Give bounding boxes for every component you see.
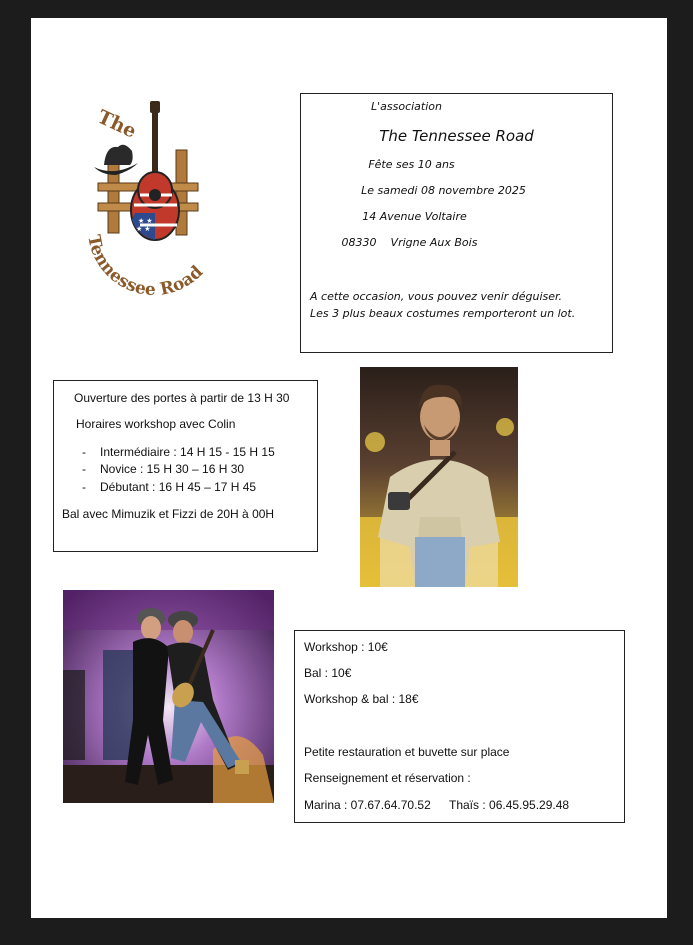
costume-note-line2: Les 3 plus beaux costumes remporteront un lot. [310, 307, 576, 320]
logo-top-text: The [94, 105, 140, 143]
workshop-title: Horaires workshop avec Colin [76, 417, 236, 431]
postal-code: 08330 [341, 236, 377, 249]
association-label: L'association [370, 100, 442, 113]
anniversary-text: Fête ses 10 ans [368, 158, 455, 171]
doors-opening: Ouverture des portes à partir de 13 H 30 [74, 391, 290, 405]
association-name: The Tennessee Road [379, 127, 534, 145]
price-workshop: Workshop : 10€ [304, 640, 388, 654]
ball-info: Bal avec Mimuzik et Fizzi de 20H à 00H [62, 507, 275, 521]
event-city [254, 236, 565, 249]
schedule-box [53, 380, 318, 552]
city-name: Vrigne Aux Bois [390, 236, 478, 249]
svg-text:★ ★: ★ ★ [138, 218, 153, 225]
prices-contact-box [294, 630, 625, 823]
contact-marina: Marina : 07.67.64.70.52 [304, 798, 431, 812]
instructor-photo [360, 367, 518, 587]
level-dash: - [82, 445, 86, 459]
food-info: Petite restauration et buvette sur place [304, 745, 510, 759]
level-dash: - [82, 480, 86, 494]
level-beginner: Débutant : 16 H 45 – 17 H 45 [100, 480, 257, 494]
costume-note-line1: A cette occasion, vous pouvez venir déguiser. [310, 290, 563, 303]
svg-text:★ ★: ★ ★ [136, 226, 151, 233]
tennessee-road-logo [80, 95, 225, 305]
level-dash: - [82, 462, 86, 476]
event-date: Le samedi 08 novembre 2025 [361, 184, 526, 197]
event-address: 14 Avenue Voltaire [362, 210, 467, 223]
price-ball: Bal : 10€ [304, 666, 352, 680]
musicians-photo [63, 590, 274, 803]
level-novice: Novice : 15 H 30 – 16 H 30 [100, 462, 245, 476]
level-intermediate: Intermédiaire : 14 H 15 - 15 H 15 [100, 445, 275, 459]
reservation-title: Renseignement et réservation : [304, 771, 471, 785]
price-combo: Workshop & bal : 18€ [304, 692, 419, 706]
logo-bottom-text: Tennessee Road [83, 233, 208, 301]
event-info-box [300, 93, 613, 353]
contact-thais: Thaïs : 06.45.95.29.48 [449, 798, 570, 812]
